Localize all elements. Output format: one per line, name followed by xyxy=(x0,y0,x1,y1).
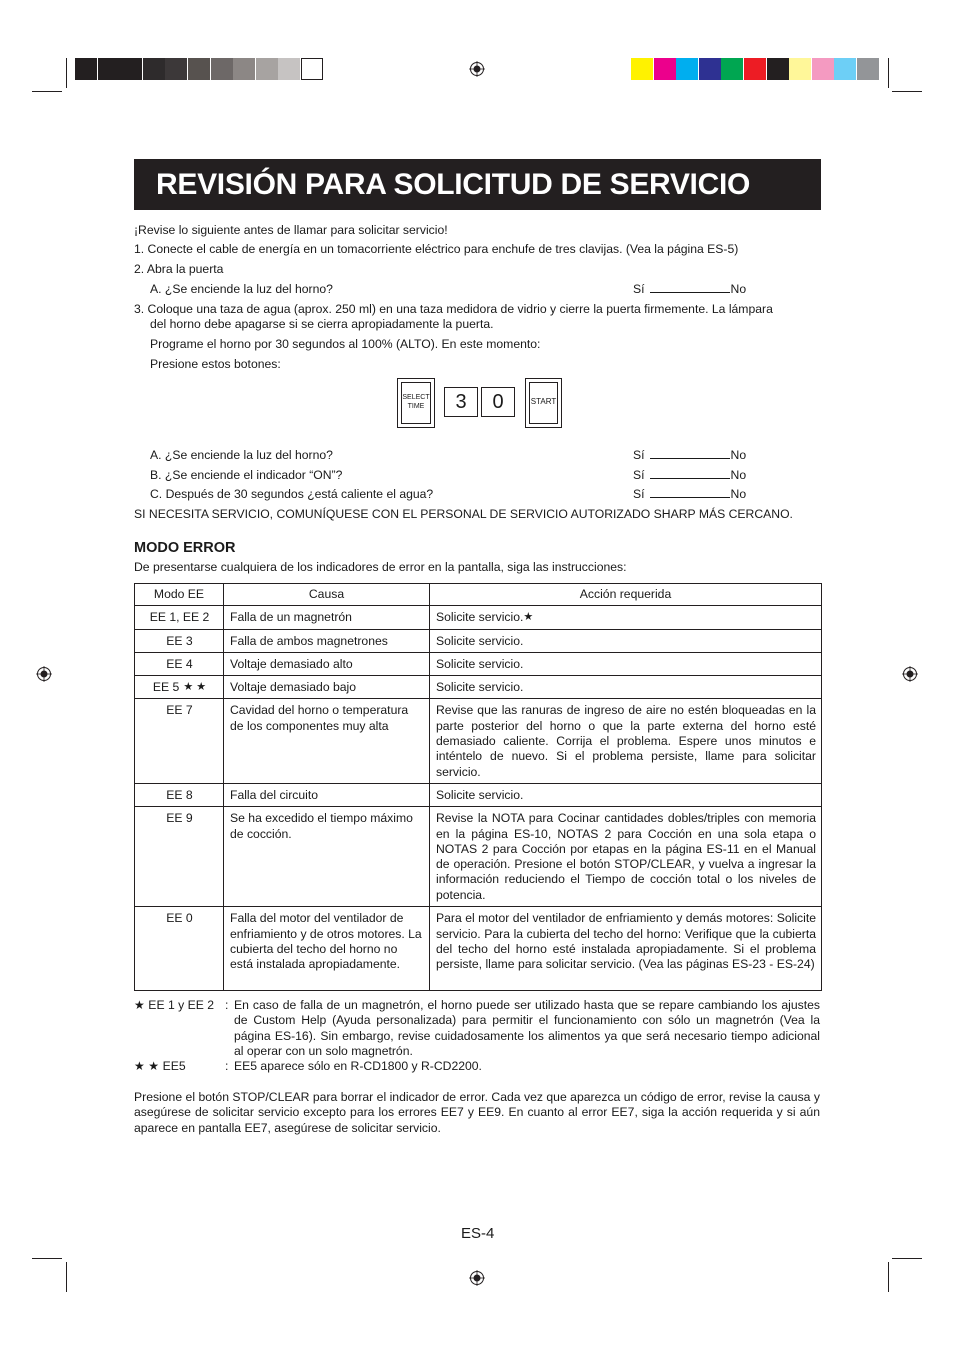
color-swatch xyxy=(767,58,789,80)
footnote-colon: : xyxy=(225,998,229,1012)
color-swatch xyxy=(98,58,120,80)
step-2-question-a: A. ¿Se enciende la luz del horno? xyxy=(150,282,333,296)
error-code-cell: EE 4 xyxy=(135,652,224,675)
question-a: A. ¿Se enciende la luz del horno? xyxy=(150,448,333,462)
table-row xyxy=(135,807,822,907)
registration-mark-icon xyxy=(902,666,918,682)
color-swatch xyxy=(631,58,653,80)
action-cell: Solicite servicio. xyxy=(430,629,822,652)
title-banner xyxy=(134,159,821,210)
step-3-program: Programe el horno por 30 segundos al 100% (ALTO). En este momento: xyxy=(150,337,541,351)
color-swatch xyxy=(75,58,97,80)
question-c: C. Después de 30 segundos ¿está caliente el agua? xyxy=(150,487,434,501)
select-time-key: SELECT TIME xyxy=(397,378,435,428)
step-3: 3. Coloque una taza de agua (aprox. 250 ml) en una taza medidora de vidrio y cierre la puerta firmemente. La lámpara xyxy=(134,302,773,316)
page-title: REVISIÓN PARA SOLICITUD DE SERVICIO xyxy=(156,168,751,201)
color-swatch xyxy=(654,58,676,80)
color-swatch xyxy=(233,58,255,80)
crop-mark xyxy=(892,91,922,92)
digit-key-0: 0 xyxy=(481,387,515,417)
crop-mark xyxy=(32,91,62,92)
color-swatch xyxy=(120,58,142,80)
answer-blank: Sí No xyxy=(633,468,747,482)
table-header-row xyxy=(135,584,822,606)
crop-mark xyxy=(66,58,67,88)
intro-text: ¡Revise lo siguiente antes de llamar para solicitar servicio! xyxy=(134,223,448,237)
step-3-continued: del horno debe apagarse si se cierra apropiadamente la puerta. xyxy=(150,317,494,331)
star-icon: ★ xyxy=(523,611,534,624)
closing-paragraph: Presione el botón STOP/CLEAR para borrar el indicador de error. Cada vez que aparezca un código de error, revise la causa y asegúrese de solicitar servicio excepto para los errores EE7 y EE9. En cuanto al error EE7, siga la acción requerida y si aún aparece en pantalla EE7, asegúrese de solicitar servicio. xyxy=(134,1090,820,1135)
page-number: ES-4 xyxy=(461,1225,495,1242)
error-code-cell: EE 8 xyxy=(135,783,224,806)
color-swatch xyxy=(165,58,187,80)
action-cell: Solicite servicio. xyxy=(430,783,822,806)
service-note: SI NECESITA SERVICIO, COMUNÍQUESE CON EL PERSONAL DE SERVICIO AUTORIZADO SHARP MÁS CERCANO. xyxy=(134,507,793,521)
step-3-press: Presione estos botones: xyxy=(150,357,281,371)
color-swatch xyxy=(676,58,698,80)
color-swatch xyxy=(211,58,233,80)
footnote-2-label: ★ ★ EE5 xyxy=(134,1059,186,1073)
crop-mark xyxy=(892,1258,922,1259)
crop-mark xyxy=(66,1262,67,1292)
color-swatch xyxy=(812,58,834,80)
table-row xyxy=(135,699,822,783)
color-swatch xyxy=(721,58,743,80)
answer-blank: Sí No xyxy=(633,448,747,462)
cause-cell: Voltaje demasiado bajo xyxy=(224,676,430,699)
error-code-cell: EE 3 xyxy=(135,629,224,652)
footnote-2-text: EE5 aparece sólo en R-CD1800 y R-CD2200. xyxy=(234,1059,482,1073)
action-cell: Solicite servicio.★ xyxy=(430,606,822,629)
error-code-cell: EE 5 ★ ★ xyxy=(135,676,224,699)
registration-mark-icon xyxy=(36,666,52,682)
cause-cell: Falla de ambos magnetrones xyxy=(224,629,430,652)
cause-cell: Falla del circuito xyxy=(224,783,430,806)
error-table xyxy=(134,583,822,991)
action-cell: Solicite servicio. xyxy=(430,676,822,699)
start-key: START xyxy=(525,378,562,428)
color-swatch xyxy=(834,58,856,80)
digit-key-3: 3 xyxy=(444,387,478,417)
crop-mark xyxy=(888,58,889,88)
error-mode-intro: De presentarse cualquiera de los indicadores de error en la pantalla, siga las instrucciones: xyxy=(134,560,627,574)
crop-mark xyxy=(888,1262,889,1292)
action-cell: Revise la NOTA para Cocinar cantidades dobles/triples con memoria en la página ES-10, NOTAS 2 para Cocción en una sola etapa o NOTAS 2 para Cocción por etapas en la página ES-11 en el Manual de operación. Presione el botón STOP/CLEAR, y vuelva a ingresar la información reduciendo el Tiempo de cocción total o los niveles de potencia. xyxy=(430,807,822,907)
action-cell: Revise que las ranuras de ingreso de aire no estén bloqueadas en la parte posterior del horno o que la parte externa del horno esté demasiado caliente. Corrija el problema. Espere unos minutos e inténtelo de nuevo. Si el problema persiste, llame para solicitar servicio. xyxy=(430,699,822,783)
crop-mark xyxy=(32,1258,62,1259)
table-row xyxy=(135,652,822,675)
footnote-colon: : xyxy=(225,1059,229,1073)
color-swatch xyxy=(744,58,766,80)
star-icon: ★ ★ xyxy=(183,681,207,694)
table-row xyxy=(135,783,822,806)
cause-cell: Cavidad del horno o temperatura de los componentes muy alta xyxy=(224,699,430,783)
error-code-cell: EE 7 xyxy=(135,699,224,783)
color-swatch xyxy=(278,58,300,80)
table-row xyxy=(135,676,822,699)
registration-mark-icon xyxy=(469,1270,485,1286)
registration-mark-icon xyxy=(469,61,485,77)
footnote-1-text: En caso de falla de un magnetrón, el horno puede ser utilizado hasta que se repare cambiando los ajustes de Custom Help (Ayuda personalizada) para permitir el funcionamiento con sólo un magnetrón (Vea la página ES-16). Sin embargo, revise cuidadosamente los alimentos ya que será necesario tiempo adicional al operar con un solo magnetrón. xyxy=(234,998,820,1058)
cause-cell: Voltaje demasiado alto xyxy=(224,652,430,675)
question-b: B. ¿Se enciende el indicador “ON”? xyxy=(150,468,343,482)
answer-blank: Sí No xyxy=(633,282,747,296)
action-cell: Solicite servicio. xyxy=(430,652,822,675)
step-2: 2. Abra la puerta xyxy=(134,262,224,276)
column-header: Causa xyxy=(224,584,430,606)
step-1: 1. Conecte el cable de energía en un tomacorriente eléctrico para enchufe de tres clavijas. (Vea la página ES-5) xyxy=(134,242,739,256)
color-swatch xyxy=(143,58,165,80)
color-swatch xyxy=(789,58,811,80)
color-swatch xyxy=(256,58,278,80)
error-code-cell: EE 9 xyxy=(135,807,224,907)
action-cell: Para el motor del ventilador de enfriamiento y demás motores: Solicite servicio. Para la cubierta del techo del horno: Verifique que la cubierta del techo del horno esté instalada apropiadamente. Si el problema persiste, llame para solicitar servicio. (Vea las páginas ES-23 - ES-24) xyxy=(430,907,822,991)
cause-cell: Falla de un magnetrón xyxy=(224,606,430,629)
answer-blank: Sí No xyxy=(633,487,747,501)
cause-cell: Falla del motor del ventilador de enfriamiento y de otros motores. La cubierta del techo del horno no está instalada apropiadamente. xyxy=(224,907,430,991)
table-row xyxy=(135,606,822,629)
color-swatch xyxy=(699,58,721,80)
column-header: Modo EE xyxy=(135,584,224,606)
table-row xyxy=(135,629,822,652)
color-swatch xyxy=(301,58,323,80)
error-code-cell: EE 1, EE 2 xyxy=(135,606,224,629)
error-code-cell: EE 0 xyxy=(135,907,224,991)
footnote-1-label: ★ EE 1 y EE 2 xyxy=(134,998,215,1012)
cause-cell: Se ha excedido el tiempo máximo de cocción. xyxy=(224,807,430,907)
column-header: Acción requerida xyxy=(430,584,822,606)
error-mode-heading: MODO ERROR xyxy=(134,540,236,556)
color-swatch xyxy=(188,58,210,80)
color-swatch xyxy=(857,58,879,80)
table-row xyxy=(135,907,822,991)
